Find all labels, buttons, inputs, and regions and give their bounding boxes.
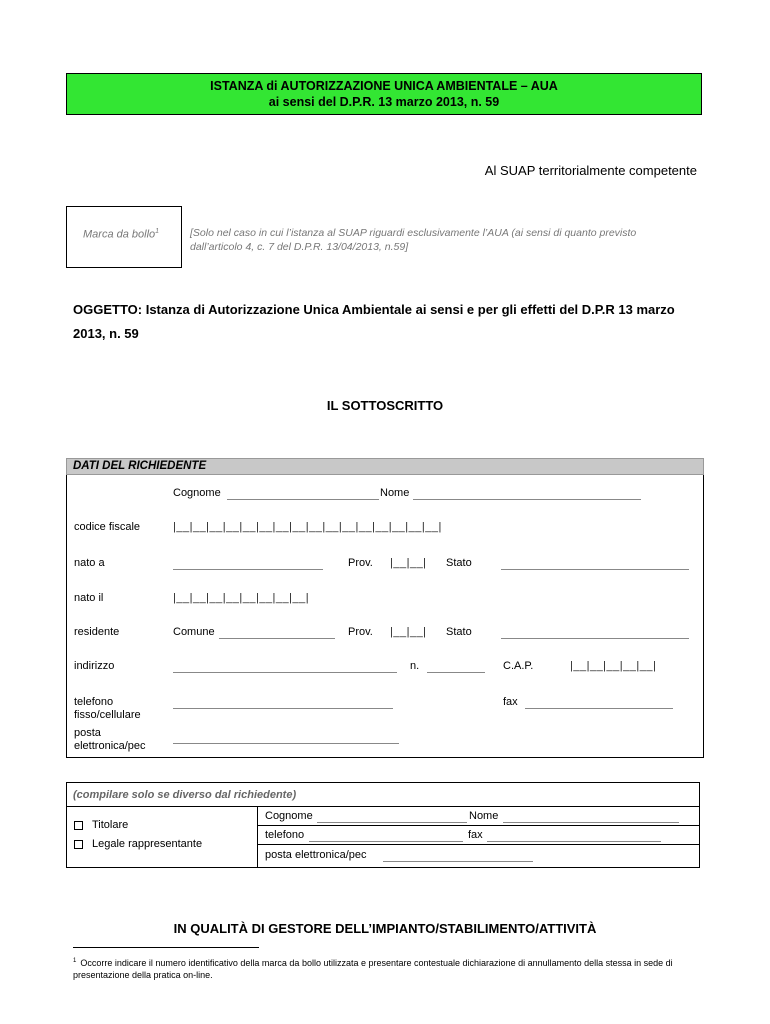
rep-nome-field[interactable] <box>503 822 679 823</box>
telefono-label-2: fisso/cellulare <box>74 709 141 721</box>
rep-pec-label: posta elettronica/pec <box>265 849 367 861</box>
legale-label: Legale rappresentante <box>92 838 203 850</box>
cap-label: C.A.P. <box>503 660 534 672</box>
titolare-label: Titolare <box>92 819 129 831</box>
cognome-field[interactable] <box>227 499 379 500</box>
legale-option[interactable] <box>74 838 202 850</box>
pec-label-1: posta <box>74 727 101 739</box>
footnote-separator <box>73 947 259 948</box>
prov-field-2[interactable]: |__|__| <box>390 626 427 638</box>
document-title-line1: ISTANZA di AUTORIZZAZIONE UNICA AMBIENTALE – AUA <box>210 79 558 93</box>
comune-label: Comune <box>173 626 215 638</box>
rep-pec-field[interactable] <box>383 861 533 862</box>
representative-row-divider-2 <box>257 844 699 845</box>
titolare-option[interactable] <box>74 819 128 831</box>
recipient: Al SUAP territorialmente competente <box>484 163 697 178</box>
fax-label: fax <box>503 696 518 708</box>
prov-label: Prov. <box>348 557 373 569</box>
stamp-note: [Solo nel caso in cui l’istanza al SUAP riguardi esclusivamente l’AUA (ai sensi di quanto previsto dall’articolo 4, c. 7 del D.P.R. 13/04/2013, n.59] <box>190 227 637 253</box>
prov-label-2: Prov. <box>348 626 373 638</box>
nato-a-label: nato a <box>74 557 105 569</box>
representative-row-divider-1 <box>257 825 699 826</box>
prov-field[interactable]: |__|__| <box>390 557 427 569</box>
stato-label: Stato <box>446 557 472 569</box>
cognome-label: Cognome <box>173 487 221 499</box>
residente-label: residente <box>74 626 120 638</box>
pec-field[interactable] <box>173 743 399 744</box>
stamp-footnote-ref: 1 <box>155 228 160 235</box>
pec-label-2: elettronica/pec <box>74 740 146 752</box>
representative-header: (compilare solo se diverso dal richiedente) <box>67 783 699 807</box>
numero-field[interactable] <box>427 672 485 673</box>
indirizzo-field[interactable] <box>173 672 397 673</box>
rep-telefono-field[interactable] <box>309 841 463 842</box>
nome-field[interactable] <box>413 499 641 500</box>
telefono-label-1: telefono <box>74 696 114 708</box>
codice-fiscale-label: codice fiscale <box>74 521 141 533</box>
nato-il-label: nato il <box>74 592 104 604</box>
applicant-header: DATI DEL RICHIEDENTE <box>66 458 704 475</box>
stamp-label: Marca da bollo <box>83 228 156 241</box>
fax-field[interactable] <box>525 708 673 709</box>
nome-label: Nome <box>380 487 410 499</box>
rep-telefono-label: telefono <box>265 829 305 841</box>
rep-nome-label: Nome <box>469 810 499 822</box>
section-title-capacity: IN QUALITÀ DI GESTORE DELL’IMPIANTO/STABILIMENTO/ATTIVITÀ <box>173 921 597 936</box>
nato-a-field[interactable] <box>173 569 323 570</box>
document-title-line2: ai sensi del D.P.R. 13 marzo 2013, n. 59 <box>268 95 500 109</box>
stato-field-2[interactable] <box>501 638 689 639</box>
rep-cognome-field[interactable] <box>317 822 467 823</box>
stato-field[interactable] <box>501 569 689 570</box>
representative-box <box>66 782 700 868</box>
rep-cognome-label: Cognome <box>265 810 313 822</box>
document-title-box <box>66 73 702 115</box>
section-title-undersigned: IL SOTTOSCRITTO <box>326 398 444 413</box>
stato-label-2: Stato <box>446 626 472 638</box>
rep-fax-field[interactable] <box>487 841 661 842</box>
comune-field[interactable] <box>219 638 335 639</box>
titolare-checkbox[interactable] <box>74 821 83 830</box>
applicant-box <box>66 475 704 758</box>
telefono-field[interactable] <box>173 708 393 709</box>
footnote-ref: 1 <box>73 958 77 964</box>
footnote <box>73 955 698 981</box>
numero-label: n. <box>410 660 420 672</box>
nato-il-field[interactable]: |__|__|__|__|__|__|__|__| <box>173 592 310 604</box>
stamp-box <box>66 206 182 268</box>
footnote-text: Occorre indicare il numero identificativo della marca da bollo utilizzata e presentare contestuale dichiarazione di annullamento della stessa in sede di presentazione della pratica on-line. <box>73 958 673 980</box>
cap-field[interactable]: |__|__|__|__|__| <box>570 660 657 672</box>
rep-fax-label: fax <box>468 829 483 841</box>
subject: OGGETTO: Istanza di Autorizzazione Unica Ambientale ai sensi e per gli effetti del D.P.R 13 marzo 2013, n. 59 <box>73 302 675 341</box>
representative-divider <box>257 807 258 867</box>
indirizzo-label: indirizzo <box>74 660 115 672</box>
legale-checkbox[interactable] <box>74 840 83 849</box>
codice-fiscale-field[interactable]: |__|__|__|__|__|__|__|__|__|__|__|__|__|__|__|__| <box>173 521 442 533</box>
